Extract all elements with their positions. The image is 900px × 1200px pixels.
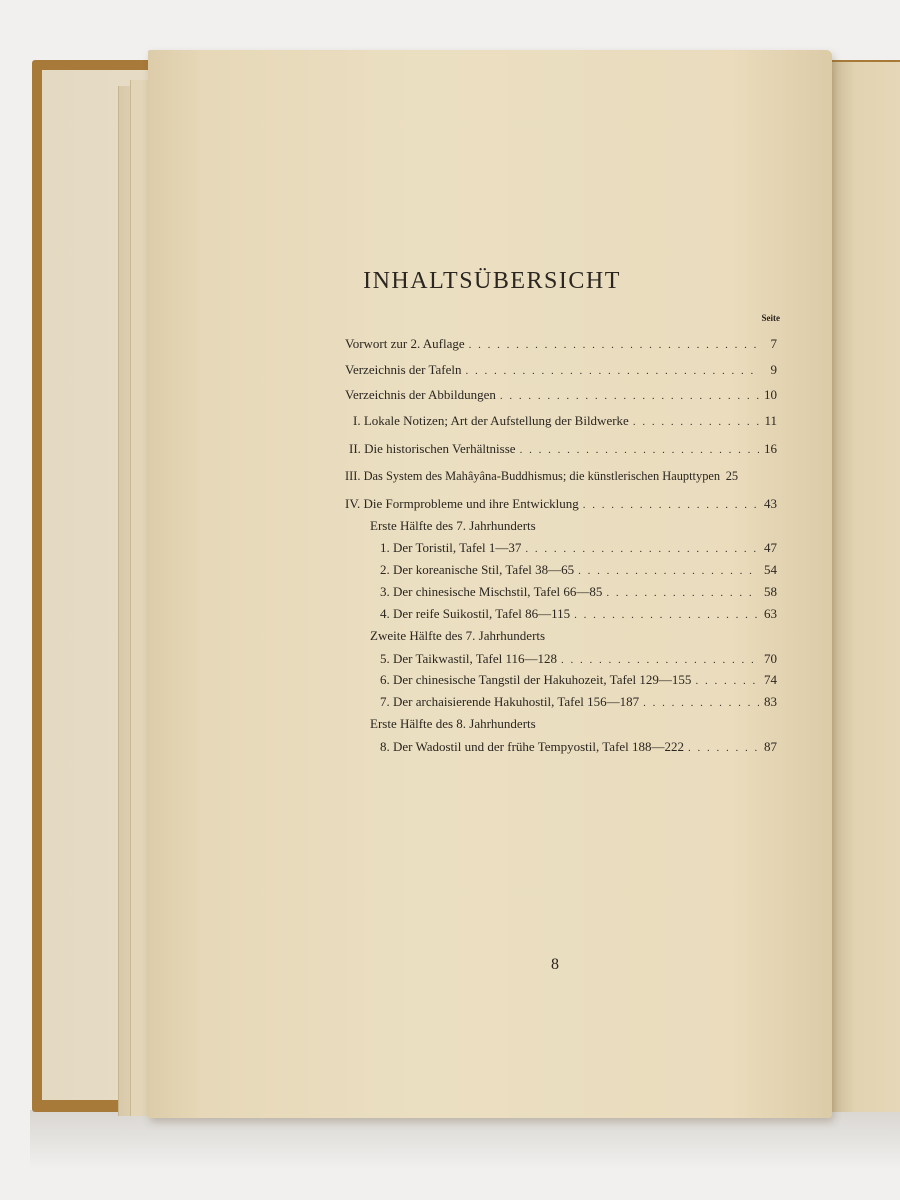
toc-entry-page: 9 xyxy=(770,362,777,377)
toc-entry-label: Verzeichnis der Tafeln xyxy=(345,362,462,377)
toc-entry-page: 87 xyxy=(764,739,777,754)
dot-leader xyxy=(466,365,759,377)
toc-entry-figures-list xyxy=(345,387,777,403)
toc-entry-label: 1. Der Toristil, Tafel 1—37 xyxy=(380,540,522,555)
toc-entry-page: 58 xyxy=(764,584,777,599)
dot-leader xyxy=(578,565,759,577)
dot-leader xyxy=(525,543,759,555)
toc-entry-page: 43 xyxy=(764,496,777,511)
toc-entry-chapter-1 xyxy=(353,413,777,429)
toc-entry-page: 11 xyxy=(764,413,777,428)
toc-entry-page: 74 xyxy=(764,672,777,687)
toc-sub-entry xyxy=(380,651,777,667)
dot-leader xyxy=(561,654,759,666)
toc-entry-label: 4. Der reife Suikostil, Tafel 86—115 xyxy=(380,606,571,621)
toc-entry-label: II. Die historischen Verhältnisse xyxy=(349,441,516,456)
toc-entry-label: 7. Der archaisierende Hakuhostil, Tafel 156—187 xyxy=(380,694,640,709)
toc-entry-label: III. Das System des Mahâyâna-Buddhismus; die künstlerischen Haupttypen xyxy=(345,469,721,483)
dot-leader xyxy=(606,587,759,599)
page-title: INHALTSÜBERSICHT xyxy=(363,268,621,294)
toc-entry-page: 25 xyxy=(725,469,739,483)
dot-leader xyxy=(695,675,759,687)
toc-entry-label: IV. Die Formprobleme und ihre Entwicklung xyxy=(345,496,579,511)
toc-sub-entry xyxy=(380,672,777,688)
dot-leader xyxy=(469,339,759,351)
toc-entry-plates-list xyxy=(345,362,777,378)
toc-entry-page: 16 xyxy=(764,441,777,456)
toc-section-heading: Erste Hälfte des 7. Jahrhunderts xyxy=(370,518,536,533)
dot-leader xyxy=(520,444,759,456)
toc-entry-foreword xyxy=(345,336,777,352)
dot-leader xyxy=(643,697,759,709)
toc-entry-label: 3. Der chinesische Mischstil, Tafel 66—85 xyxy=(380,584,603,599)
toc-section-heading: Erste Hälfte des 8. Jahrhunderts xyxy=(370,716,536,731)
toc-entry-label: I. Lokale Notizen; Art der Aufstellung der Bildwerke xyxy=(353,413,629,428)
toc-sub-entry xyxy=(380,584,777,600)
dot-leader xyxy=(583,499,759,511)
toc-sub-entry xyxy=(380,562,777,578)
toc-entry-page: 54 xyxy=(764,562,777,577)
dot-leader xyxy=(574,609,759,621)
toc-entry-page: 83 xyxy=(764,694,777,709)
toc-entry-label: 5. Der Taikwastil, Tafel 116—128 xyxy=(380,651,558,666)
toc-entry-label: 8. Der Wadostil und der frühe Tempyostil, Tafel 188—222 xyxy=(380,739,685,754)
dot-leader xyxy=(500,390,759,402)
toc-sub-entry xyxy=(380,540,777,556)
dot-leader xyxy=(688,742,759,754)
dot-leader xyxy=(633,416,759,428)
toc-entry-page: 10 xyxy=(764,387,777,402)
toc-entry-chapter-4 xyxy=(345,496,777,512)
toc-entry-chapter-2 xyxy=(349,441,777,457)
toc-entry-page: 47 xyxy=(764,540,777,555)
toc-entry-page: 7 xyxy=(770,336,777,351)
page-number: 8 xyxy=(551,956,559,973)
toc-entry-page: 63 xyxy=(764,606,777,621)
toc-entry-label: Verzeichnis der Abbildungen xyxy=(345,387,496,402)
toc-entry-page: 70 xyxy=(764,651,777,666)
toc-entry-label: Vorwort zur 2. Auflage xyxy=(345,336,465,351)
toc-entry-label: 2. Der koreanische Stil, Tafel 38—65 xyxy=(380,562,575,577)
toc-sub-entry xyxy=(380,739,777,755)
toc-section-heading: Zweite Hälfte des 7. Jahrhunderts xyxy=(370,628,546,643)
page-column-header: Seite xyxy=(761,313,780,323)
toc-entry-label: 6. Der chinesische Tangstil der Hakuhozeit, Tafel 129—155 xyxy=(380,672,692,687)
toc-sub-entry xyxy=(380,694,777,710)
toc-entry-chapter-3 xyxy=(345,469,777,484)
toc-sub-entry xyxy=(380,606,777,622)
